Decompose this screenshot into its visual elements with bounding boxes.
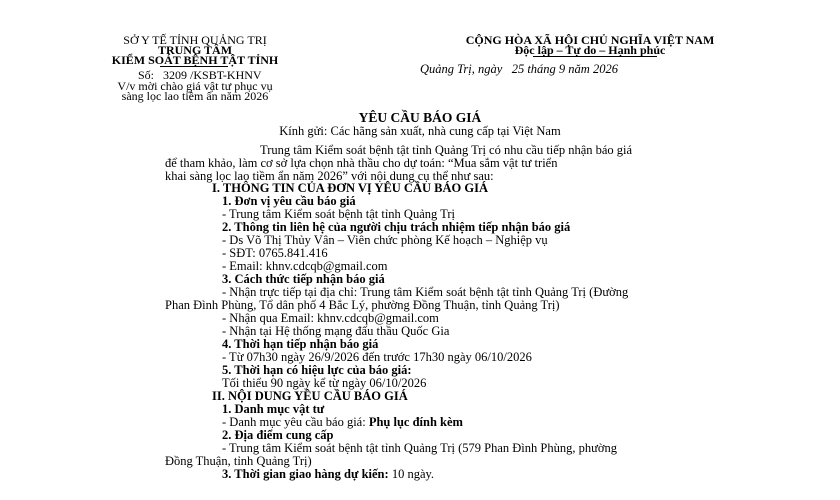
s2-location-line2: Đồng Thuận, tỉnh Quảng Trị) xyxy=(165,454,312,468)
s2-list-heading: 1. Danh mục vật tư xyxy=(222,402,325,416)
s1-contact-person: - Ds Võ Thị Thủy Vân – Viên chức phòng Kế hoạch – Nghiệp vụ xyxy=(222,233,548,247)
intro-line2: để tham khảo, làm cơ sở lựa chọn nhà thầu cho dự toán: “Mua sắm vật tư triển xyxy=(165,156,558,170)
center-name-line2: KIỂM SOÁT BỆNH TẬT TỈNH xyxy=(111,53,279,67)
s1-unit-heading: 1. Đơn vị yêu cầu báo giá xyxy=(222,194,356,208)
s1-unit-text: - Trung tâm Kiểm soát bệnh tật tỉnh Quảng Trị xyxy=(222,207,455,221)
intro-line3: khai sàng lọc lao tiềm ẩn năm 2026” với nội dung cụ thể như sau: xyxy=(165,169,494,183)
s1-method-email: - Nhận qua Email: khnv.cdcqb@gmail.com xyxy=(222,311,439,325)
s2-delivery xyxy=(222,468,434,482)
place-date xyxy=(420,62,618,77)
s1-method-heading: 3. Cách thức tiếp nhận báo giá xyxy=(222,272,385,286)
s2-delivery-value: 10 ngày. xyxy=(391,467,435,481)
s1-method-direct-line2: Phan Đình Phùng, Tổ dân phố 4 Bắc Lý, phường Đồng Thuận, tỉnh Quảng Trị) xyxy=(165,298,560,312)
center-name-line1: TRUNG TÂM xyxy=(157,43,233,57)
ref-number: 3209 xyxy=(163,68,188,82)
date-day: 25 xyxy=(511,62,525,76)
date-year: năm 2026 xyxy=(568,62,618,76)
s1-deadline-text: - Từ 07h30 ngày 26/9/2026 đến trước 17h30 ngày 06/10/2026 xyxy=(222,350,532,364)
s1-contact-phone: - SĐT: 0765.841.416 xyxy=(222,246,328,260)
issuing-authority: SỞ Y TẾ TỈNH QUẢNG TRỊ xyxy=(123,33,267,47)
s2-location-line1: - Trung tâm Kiểm soát bệnh tật tỉnh Quảng Trị (579 Phan Đình Phùng, phường xyxy=(222,441,617,455)
intro-line1: Trung tâm Kiểm soát bệnh tật tỉnh Quảng Trị có nhu cầu tiếp nhận báo giá xyxy=(260,143,633,157)
s1-deadline-heading: 4. Thời hạn tiếp nhận báo giá xyxy=(222,337,379,351)
left-header-rule xyxy=(160,66,228,67)
s1-method-system: - Nhận tại Hệ thống mạng đấu thầu Quốc Gia xyxy=(222,324,450,338)
s2-list-appendix: Phụ lục đính kèm xyxy=(368,415,463,429)
s1-contact-email: - Email: khnv.cdcqb@gmail.com xyxy=(222,259,388,273)
ref-code: /KSBT-KHNV xyxy=(190,68,262,82)
section2-heading: II. NỘI DUNG YÊU CẦU BÁO GIÁ xyxy=(212,389,408,403)
subject-line1: V/v mời chào giá vật tư phục vụ xyxy=(117,79,273,93)
national-title: CỘNG HÒA XÃ HỘI CHỦ NGHĨA VIỆT NAM xyxy=(465,33,715,47)
subject-line2: sàng lọc lao tiềm ẩn năm 2026 xyxy=(121,89,269,103)
s2-list-text-prefix: - Danh mục yêu cầu báo giá: xyxy=(222,415,366,429)
s1-validity-text: Tối thiểu 90 ngày kể từ ngày 06/10/2026 xyxy=(222,376,427,390)
s2-delivery-heading: 3. Thời gian giao hàng dự kiến: xyxy=(222,467,389,481)
s1-method-direct-line1: - Nhận trực tiếp tại địa chỉ: Trung tâm Kiểm soát bệnh tật tỉnh Quảng Trị (Đường xyxy=(222,285,629,299)
recipient-line: Kính gửi: Các hãng sản xuất, nhà cung cấp tại Việt Nam xyxy=(279,124,561,138)
place-date-prefix: Quảng Trị, ngày xyxy=(420,62,503,76)
ref-label: Số: xyxy=(138,68,155,82)
s1-contact-heading: 2. Thông tin liên hệ của người chịu trách nhiệm tiếp nhận báo giá xyxy=(222,220,571,234)
date-month-label: tháng xyxy=(527,62,556,76)
date-month: 9 xyxy=(558,62,566,76)
document-title: YÊU CẦU BÁO GIÁ xyxy=(358,110,482,125)
motto-underline xyxy=(533,56,657,57)
s2-location-heading: 2. Địa điểm cung cấp xyxy=(222,428,334,442)
s1-validity-heading: 5. Thời hạn có hiệu lực của báo giá: xyxy=(222,363,412,377)
section1-heading: I. THÔNG TIN CỦA ĐƠN VỊ YÊU CẦU BÁO GIÁ xyxy=(212,181,488,195)
national-motto: Độc lập – Tự do – Hạnh phúc xyxy=(514,43,666,57)
